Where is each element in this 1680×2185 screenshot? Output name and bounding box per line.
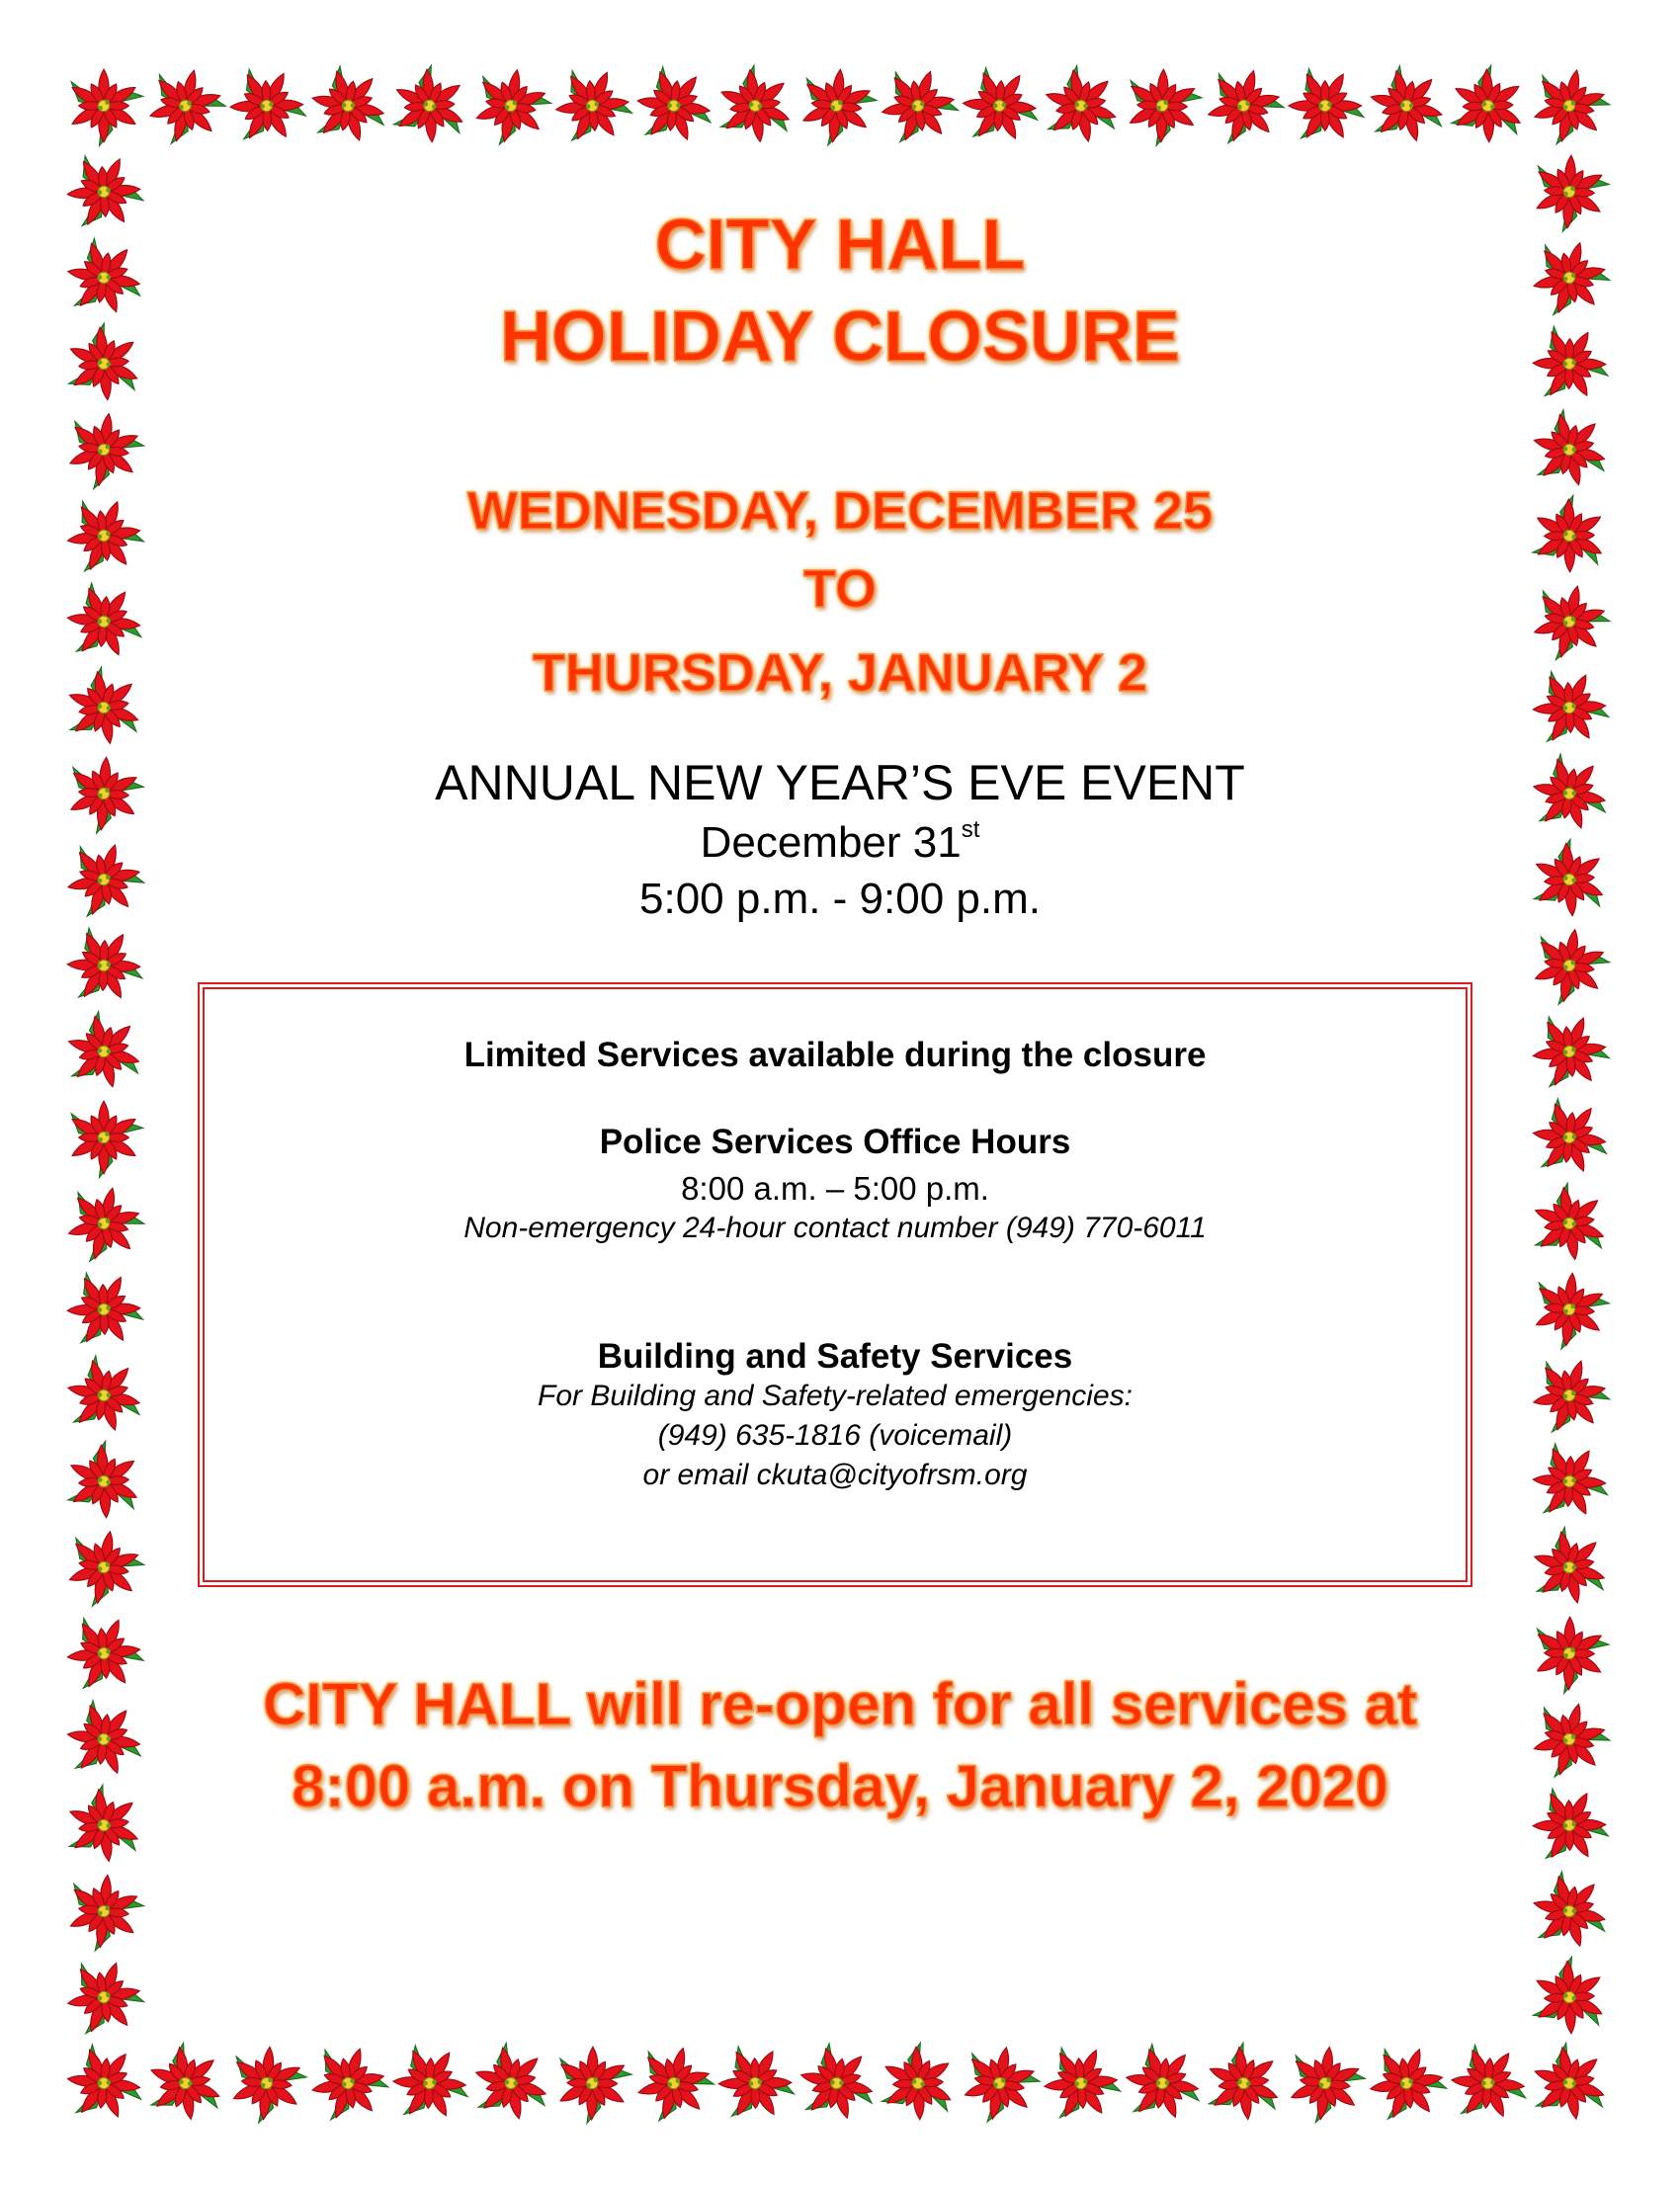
building-email: or email ckuta@cityofrsm.org [642, 1459, 1028, 1491]
police-contact-number: Non-emergency 24-hour contact number (949) 770-6011 [463, 1212, 1207, 1244]
reopen-line-1: CITY HALL will re-open for all services at [262, 1671, 1418, 1737]
poinsettia-icon [49, 2032, 157, 2140]
poinsettia-icon [50, 914, 156, 1020]
building-emergency-note: For Building and Safety-related emergencies: [538, 1380, 1133, 1412]
event-date-text: December 31 [700, 818, 962, 867]
police-services-hours: 8:00 a.m. – 5:00 p.m. [681, 1170, 989, 1207]
poinsettia-icon [1283, 2043, 1369, 2128]
poinsettia-icon [57, 1179, 150, 1272]
poinsettia-icon [1352, 53, 1461, 162]
poinsettia-icon [553, 2047, 631, 2125]
poinsettia-icon [703, 2033, 807, 2137]
closure-start-date: WEDNESDAY, DECEMBER 25 [466, 481, 1214, 541]
poinsettia-icon [1514, 2031, 1622, 2140]
poinsettia-icon [795, 65, 880, 149]
poinsettia-icon [214, 56, 318, 160]
closure-end-date: THURSDAY, JANUARY 2 [532, 643, 1148, 703]
poinsettia-icon [1272, 55, 1377, 160]
poinsettia-icon [1515, 1946, 1621, 2052]
poinsettia-icon [1524, 62, 1615, 153]
poinsettia-icon [1515, 1086, 1623, 1194]
poinsettia-icon [1519, 1003, 1620, 1104]
poinsettia-icon [1434, 54, 1540, 160]
poinsettia-icon [66, 69, 143, 145]
poinsettia-icon [54, 1950, 153, 2048]
building-services-title: Building and Safety Services [597, 1337, 1073, 1376]
poinsettia-icon [782, 2031, 890, 2140]
event-date-suffix: st [961, 816, 980, 843]
poinsettia-icon [627, 2039, 720, 2133]
poinsettia-icon [1514, 1515, 1623, 1624]
title-line-2: HOLIDAY CLOSURE [499, 297, 1181, 377]
poinsettia-icon [620, 53, 727, 161]
poinsettia-icon [456, 2031, 564, 2140]
poinsettia-icon [955, 2041, 1045, 2131]
poinsettia-icon [1434, 2032, 1541, 2139]
poinsettia-icon [542, 57, 643, 158]
poinsettia-icon [1123, 68, 1203, 147]
poinsettia-icon [701, 53, 808, 161]
poinsettia-icon [62, 1871, 147, 1955]
poinsettia-icon [294, 53, 402, 162]
title-line-1: CITY HALL [654, 206, 1026, 285]
poinsettia-icon [376, 2032, 481, 2138]
poinsettia-icon [130, 2031, 238, 2139]
poinsettia-icon [138, 61, 231, 154]
poinsettia-icon [299, 2037, 397, 2134]
poinsettia-icon [1108, 2031, 1216, 2139]
building-phone: (949) 635-1816 (voicemail) [657, 1419, 1013, 1452]
poinsettia-icon [1521, 1349, 1619, 1446]
poinsettia-icon [1189, 2031, 1297, 2139]
poinsettia-icon [864, 2032, 969, 2138]
poinsettia-icon [66, 1101, 143, 1177]
closure-date-connector: TO [802, 559, 877, 619]
poinsettia-icon [466, 63, 555, 152]
poinsettia-icon [1026, 53, 1134, 162]
poinsettia-icon [1516, 1430, 1622, 1536]
poinsettia-icon [376, 54, 482, 161]
event-name: ANNUAL NEW YEAR’S EVE EVENT [435, 755, 1245, 810]
poinsettia-icon [1514, 1171, 1622, 1279]
poinsettia-icon [1514, 1859, 1623, 1968]
poinsettia-icon [48, 999, 157, 1108]
event-date [0, 818, 1680, 868]
services-box [198, 982, 1472, 1587]
poinsettia-icon [225, 2044, 308, 2127]
poinsettia-icon [1357, 2036, 1456, 2135]
poinsettia-icon [51, 1260, 155, 1364]
poinsettia-icon [1528, 1270, 1611, 1353]
police-services-title: Police Services Office Hours [599, 1123, 1071, 1161]
poinsettia-icon [49, 1430, 156, 1537]
services-heading: Limited Services available during the closure [463, 1036, 1207, 1074]
poinsettia-icon [48, 1343, 157, 1452]
reopen-line-2: 8:00 a.m. on Thursday, January 2, 2020 [292, 1753, 1388, 1819]
event-time: 5:00 p.m. - 9:00 p.m. [639, 875, 1041, 923]
poinsettia-icon [1526, 924, 1614, 1012]
poinsettia-icon [869, 58, 967, 156]
poinsettia-icon [1196, 60, 1291, 155]
poinsettia-icon [1030, 2034, 1132, 2136]
poinsettia-icon [59, 1525, 148, 1614]
poinsettia-icon [946, 54, 1052, 161]
